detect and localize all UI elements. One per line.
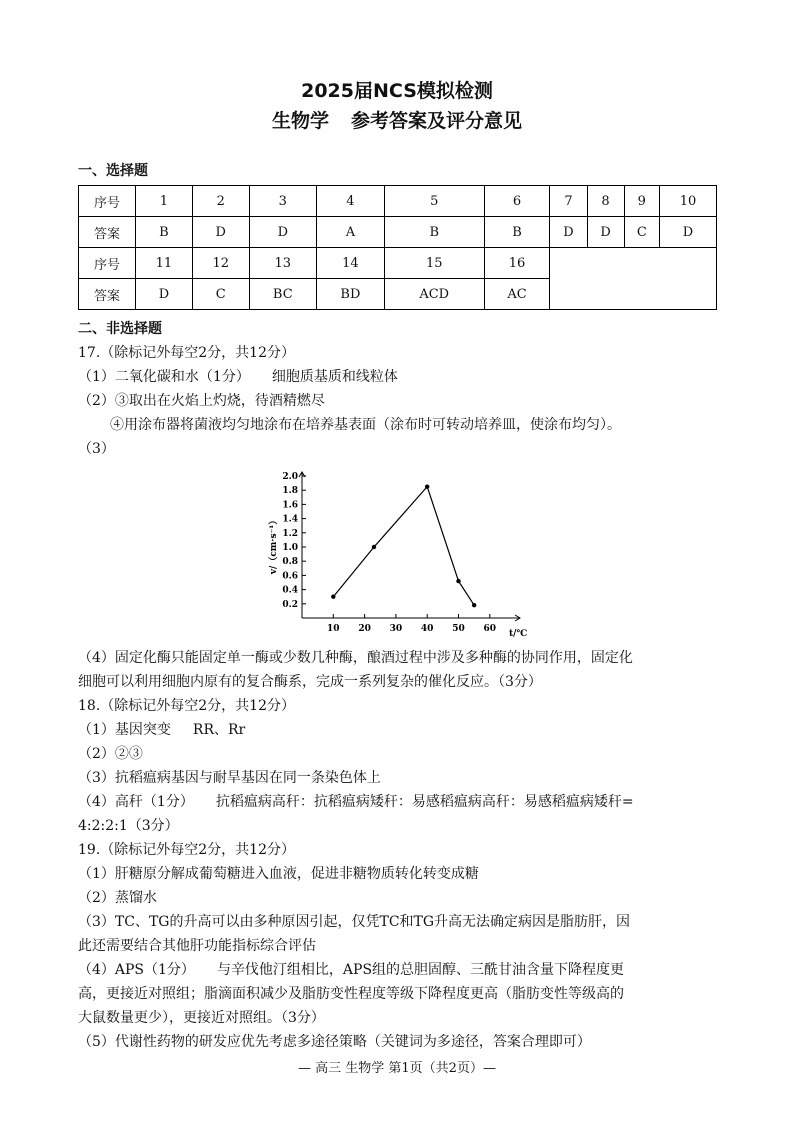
table-cell: 3 — [249, 186, 316, 217]
data-point — [472, 603, 476, 607]
rate-temperature-chart — [0, 460, 794, 660]
section2-heading: 二、非选择题 — [78, 321, 162, 337]
x-tick-label: 10 — [327, 624, 340, 634]
q19-answer-4c: 高，更接近对照组；脂滴面积减少及脂肪变性程度等级下降程度更高（脂肪变性等级高的 — [78, 986, 624, 1002]
row-label: 序号 — [79, 186, 136, 217]
table-cell: BC — [249, 279, 316, 310]
q17-answer-2b: ④用涂布器将菌液均匀地涂布在培养基表面（涂布时可转动培养皿，使涂布均匀）。 — [110, 417, 621, 433]
table-cell: 11 — [136, 248, 193, 279]
answer-text: 与辛伐他汀组相比，APS组的总胆固醇、三酰甘油含量下降程度更 — [216, 962, 625, 978]
y-tick-label: 2.0 — [282, 472, 298, 482]
q19-head: 19.（除标记外每空2分，共12分） — [78, 842, 295, 858]
table-cell: 1 — [136, 186, 193, 217]
row-label: 答案 — [79, 279, 136, 310]
answer-text: （4）高秆（1分） — [78, 794, 194, 810]
data-point — [456, 579, 460, 583]
q17-answer-4: （4）固定化酶只能固定单一酶或少数几种酶，酿酒过程中涉及多种酶的协同作用，固定化 — [78, 650, 633, 666]
table-cell: 9 — [624, 186, 659, 217]
table-cell: ACD — [384, 279, 484, 310]
y-tick-label: 1.8 — [282, 486, 298, 497]
table-cell: D — [660, 217, 717, 248]
table-cell: 16 — [484, 248, 550, 279]
page-subtitle — [0, 106, 794, 133]
q18-answer-4c: 4:2:2:1（3分） — [78, 818, 179, 834]
x-tick-label: 40 — [420, 624, 434, 634]
table-cell: 6 — [484, 186, 550, 217]
table-cell: B — [484, 217, 550, 248]
q18-head: 18.（除标记外每空2分，共12分） — [78, 698, 295, 714]
y-tick-label: 1.2 — [282, 528, 298, 539]
table-row — [79, 217, 717, 248]
q19-answer-3b: 此还需要结合其他肝功能指标综合评估 — [78, 938, 316, 954]
table-cell: 4 — [316, 186, 384, 217]
y-tick-label: 0.8 — [282, 557, 298, 568]
q17-answer-4b: 细胞可以利用细胞内原有的复合酶系，完成一系列复杂的催化反应。（3分） — [78, 674, 542, 690]
q17-answer-1 — [78, 366, 398, 386]
x-tick-label: 60 — [483, 624, 497, 634]
q18-answer-4 — [78, 791, 634, 811]
data-point — [331, 595, 335, 599]
q19-answer-5: （5）代谢性药物的研发应优先考虑多途径策略（关键词为多途径，答案合理即可） — [78, 1034, 591, 1050]
empty-cell — [550, 248, 717, 310]
data-point — [425, 484, 429, 488]
q18-answer-2: （2）②③ — [78, 746, 143, 762]
answer-key-label: 参考答案及评分意见 — [351, 110, 523, 132]
chart-xlabel: t/℃ — [509, 629, 528, 639]
table-cell: D — [587, 217, 624, 248]
table-cell: 8 — [587, 186, 624, 217]
answer-text: （1）基因突变 — [78, 722, 171, 738]
chart-axes — [299, 472, 520, 621]
table-cell: 2 — [192, 186, 249, 217]
page-title: 2025届NCS模拟检测 — [301, 80, 493, 102]
page-footer: — 高三 生物学 第1页（共2页）— — [298, 1061, 496, 1076]
table-cell: B — [384, 217, 484, 248]
q18-answer-3: （3）抗稻瘟病基因与耐旱基因在同一条染色体上 — [78, 770, 381, 786]
answer-table — [78, 185, 717, 310]
y-tick-label: 1.4 — [282, 514, 298, 525]
chart-ticks — [282, 472, 496, 634]
table-row — [79, 248, 717, 279]
answer-text: 抗稻瘟病高秆：抗稻瘟病矮秆：易感稻瘟病高秆：易感稻瘟病矮秆= — [215, 794, 634, 810]
table-cell: 10 — [660, 186, 717, 217]
y-tick-label: 0.6 — [282, 571, 298, 582]
q19-answer-4 — [78, 959, 624, 979]
table-cell: 14 — [316, 248, 384, 279]
table-cell: 12 — [192, 248, 249, 279]
table-cell: 13 — [249, 248, 316, 279]
answer-text: （1）二氧化碳和水（1分） — [78, 369, 250, 385]
y-tick-label: 0.4 — [282, 585, 298, 596]
table-cell: AC — [484, 279, 550, 310]
table-cell: D — [249, 217, 316, 248]
y-tick-label: 1.0 — [282, 543, 298, 553]
table-cell: D — [192, 217, 249, 248]
q18-answer-1 — [78, 719, 245, 739]
y-tick-label: 0.2 — [282, 599, 298, 610]
table-cell: BD — [316, 279, 384, 310]
y-tick-label: 1.6 — [282, 500, 298, 511]
row-label: 答案 — [79, 217, 136, 248]
table-cell: D — [550, 217, 587, 248]
q17-head: 17.（除标记外每空2分，共12分） — [78, 345, 295, 361]
table-cell: A — [316, 217, 384, 248]
q19-answer-1: （1）肝糖原分解成葡萄糖进入血液，促进非糖物质转化转变成糖 — [78, 866, 479, 882]
x-tick-label: 20 — [358, 624, 371, 634]
table-row — [79, 186, 717, 217]
series-line — [333, 487, 474, 606]
x-tick-label: 50 — [452, 624, 465, 634]
q19-answer-4d: 大鼠数量更少），更接近对照组。（3分） — [78, 1010, 325, 1026]
table-cell: 15 — [384, 248, 484, 279]
table-cell: D — [136, 279, 193, 310]
answer-text: （4）APS（1分） — [78, 962, 195, 978]
q19-answer-2: （2）蒸馏水 — [78, 890, 157, 906]
data-point — [372, 545, 376, 549]
x-tick-label: 30 — [389, 624, 403, 634]
chart-ylabel: v/（cm·s⁻¹） — [269, 515, 279, 575]
chart-series — [331, 484, 476, 607]
answer-text: 细胞质基质和线粒体 — [271, 369, 398, 385]
q19-answer-3: （3）TC、TG的升高可以由多种原因引起，仅凭TC和TG升高无法确定病因是脂肪肝，因 — [78, 914, 631, 930]
table-cell: B — [136, 217, 193, 248]
subject-label: 生物学 — [271, 110, 329, 132]
table-cell: C — [624, 217, 659, 248]
q17-answer-2: （2）③取出在火焰上灼烧，待酒精燃尽 — [78, 393, 325, 409]
table-cell: 5 — [384, 186, 484, 217]
row-label: 序号 — [79, 248, 136, 279]
q17-answer-3: （3） — [78, 441, 115, 457]
section1-heading: 一、选择题 — [78, 163, 148, 179]
table-cell: C — [192, 279, 249, 310]
table-cell: 7 — [550, 186, 587, 217]
answer-text: RR、Rr — [192, 722, 246, 738]
